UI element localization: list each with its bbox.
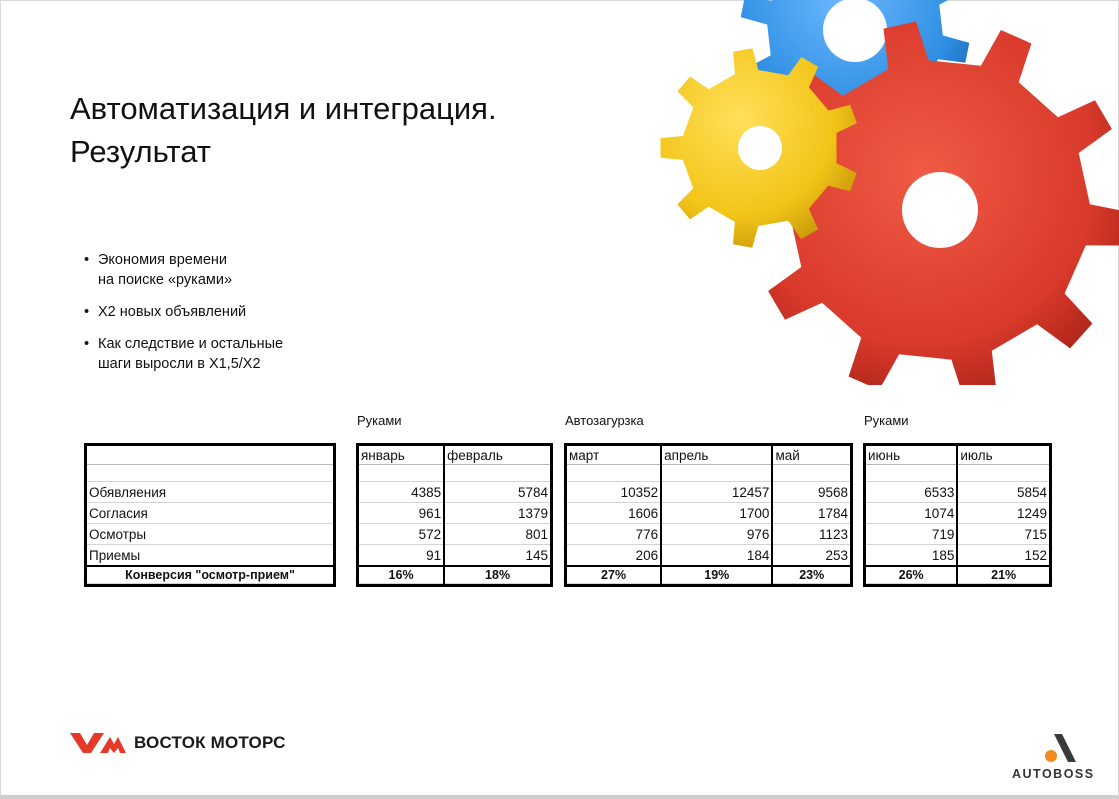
gear-hole [823, 0, 887, 62]
table-cell: 9568 [772, 482, 850, 503]
table-row [866, 545, 1049, 567]
table-cell: 776 [567, 524, 661, 545]
vostok-motors-emblem-icon [70, 733, 126, 753]
caption-auto: Автозагурзка [565, 413, 644, 428]
table-cell: 1074 [866, 503, 957, 524]
conversion-cell: 27% [567, 566, 661, 584]
month-header: февраль [444, 446, 550, 465]
slide-title-line-1: Автоматизация и интеграция. [70, 91, 497, 126]
vostok-motors-logo-text: ВОСТОК МОТОРС [134, 733, 286, 752]
conversion-row [567, 566, 850, 584]
gear-hole [902, 172, 978, 248]
table-row [567, 482, 850, 503]
month-header: апрель [661, 446, 772, 465]
table-cell: 719 [866, 524, 957, 545]
table-row [359, 503, 550, 524]
table-row [567, 524, 850, 545]
conversion-cell: 26% [866, 566, 957, 584]
slide-title-line-2: Результат [70, 134, 211, 169]
conversion-cell: 18% [444, 566, 550, 584]
table-cell: 1123 [772, 524, 850, 545]
month-header: март [567, 446, 661, 465]
conversion-cell: 16% [359, 566, 444, 584]
table-cell: 4385 [359, 482, 444, 503]
table-row [866, 482, 1049, 503]
month-header: январь [359, 446, 444, 465]
table-row [359, 524, 550, 545]
row-label-conversion: Конверсия "осмотр-прием" [87, 566, 333, 584]
month-header: июль [957, 446, 1049, 465]
table-cell: 5784 [444, 482, 550, 503]
table-cell: 184 [661, 545, 772, 567]
bullet-list [82, 250, 362, 386]
table-manual-2 [863, 443, 1052, 587]
table-cell: 206 [567, 545, 661, 567]
table-row [359, 482, 550, 503]
table-cell: 10352 [567, 482, 661, 503]
bullet-line: на поиске «руками» [98, 272, 233, 288]
slide-title [70, 87, 497, 173]
table-cell: 801 [444, 524, 550, 545]
table-cell: 1249 [957, 503, 1049, 524]
month-header: май [772, 446, 850, 465]
table-cell: 152 [957, 545, 1049, 567]
row-label-receptions: Приемы [87, 545, 333, 567]
table-row [567, 545, 850, 567]
bullet-line: шаги выросли в X1,5/X2 [98, 356, 261, 372]
row-label-inspections: Осмотры [87, 524, 333, 545]
conversion-row [359, 566, 550, 584]
table-row [866, 524, 1049, 545]
table-cell: 91 [359, 545, 444, 567]
conversion-cell: 19% [661, 566, 772, 584]
table-cell: 961 [359, 503, 444, 524]
table-cell: 145 [444, 545, 550, 567]
table-cell: 1379 [444, 503, 550, 524]
bullet-item [82, 302, 362, 322]
table-cell: 1700 [661, 503, 772, 524]
conversion-row [866, 566, 1049, 584]
autoboss-logo-text: AUTOBOSS [1012, 767, 1095, 781]
bullet-line: • Экономия времени [98, 252, 227, 268]
table-cell: 6533 [866, 482, 957, 503]
table-cell: 12457 [661, 482, 772, 503]
vostok-motors-logo [70, 733, 286, 753]
table-cell: 5854 [957, 482, 1049, 503]
conversion-cell: 23% [772, 566, 850, 584]
table-cell: 253 [772, 545, 850, 567]
table-auto [564, 443, 853, 587]
month-header: июнь [866, 446, 957, 465]
table-cell: 1784 [772, 503, 850, 524]
bullet-line: • X2 новых объявлений [98, 304, 247, 320]
table-cell: 185 [866, 545, 957, 567]
bullet-item [82, 334, 362, 374]
bullet-item [82, 250, 362, 290]
table-cell: 976 [661, 524, 772, 545]
table-manual-1 [356, 443, 553, 587]
table-cell: 715 [957, 524, 1049, 545]
gears-illustration [660, 0, 1119, 385]
caption-manual-1: Руками [357, 413, 402, 428]
row-label-agreements: Согласия [87, 503, 333, 524]
table-row [866, 503, 1049, 524]
bullet-line: • Как следствие и остальные [98, 336, 284, 352]
table-cell: 572 [359, 524, 444, 545]
table-cell: 1606 [567, 503, 661, 524]
caption-manual-2: Руками [864, 413, 909, 428]
row-label-ads: Обявляения [87, 482, 333, 503]
row-labels-table [84, 443, 336, 587]
conversion-cell: 21% [957, 566, 1049, 584]
table-row [359, 545, 550, 567]
table-row [567, 503, 850, 524]
gear-hole [738, 126, 782, 170]
